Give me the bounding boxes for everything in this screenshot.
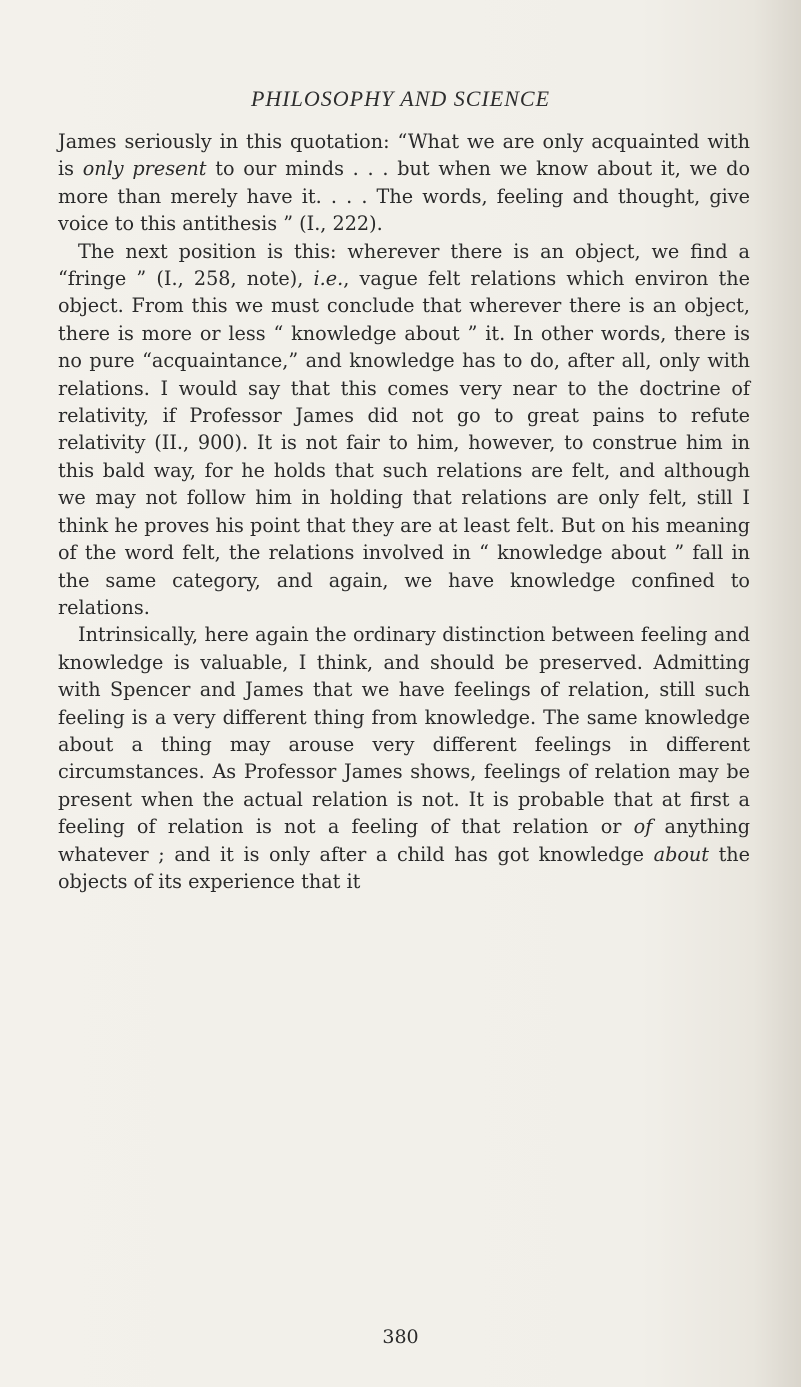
paragraph-2 bbox=[58, 238, 750, 622]
paragraph-3 bbox=[58, 621, 750, 895]
paragraph-1 bbox=[58, 128, 750, 238]
body-text bbox=[58, 128, 750, 895]
italic-text: of bbox=[633, 815, 653, 839]
running-head: PHILOSOPHY AND SCIENCE bbox=[250, 86, 551, 111]
text-run: anything whatever ; and it is only after a child has got knowledge bbox=[58, 815, 750, 866]
text-run: James seriously in this quotation: “What we are only acquainted with is bbox=[58, 130, 750, 181]
text-run: Intrinsically, here again the ordinary distinction between feeling and knowledge is valuable, I think, and should be preserved. Admitting with Spencer and James that we have feelings of relation, still such feeling is a very different thing from knowledge. The same knowledge about a thing may arouse very different feelings in different circumstances. As Professor James shows, feelings of relation may be present when the actual relation is not. It is probable that at first a feeling of relation is not a feeling of that relation or bbox=[58, 623, 750, 839]
italic-text: about bbox=[653, 842, 709, 866]
italic-text: i.e. bbox=[313, 267, 344, 291]
italic-text: only present bbox=[82, 157, 207, 181]
text-run: , vague felt relations which environ the object. From this we must conclude that wherever there is an object, there is more or less “ knowledge about ” it. In other words, there is no pure “acquaintance,” and knowledge has to do, after all, only with relations. I would say that this comes very near to the doctrine of relativity, if Professor James did not go to great pains to refute relativity (II., 900). It is not fair to him, however, to construe him in this bald way, for he holds that such relations are felt, and although we may not follow him in holding that relations are only felt, still I think he proves his point that they are at least felt. But on his meaning of the word felt, the relations involved in “ knowledge about ” fall in the same category, and again, we have knowledge confined to relations. bbox=[58, 267, 750, 619]
text-run: the objects of its experience that it bbox=[58, 842, 750, 893]
text-run: to our minds . . . but when we know about it, we do more than merely have it. . . . The words, feeling and thought, give voice to this antithesis ” (I., 222). bbox=[58, 157, 750, 236]
text-run: The next position is this: wherever there is an object, we find a “fringe ” (I., 258, note), bbox=[58, 239, 750, 291]
page-number: 380 bbox=[382, 1326, 419, 1348]
